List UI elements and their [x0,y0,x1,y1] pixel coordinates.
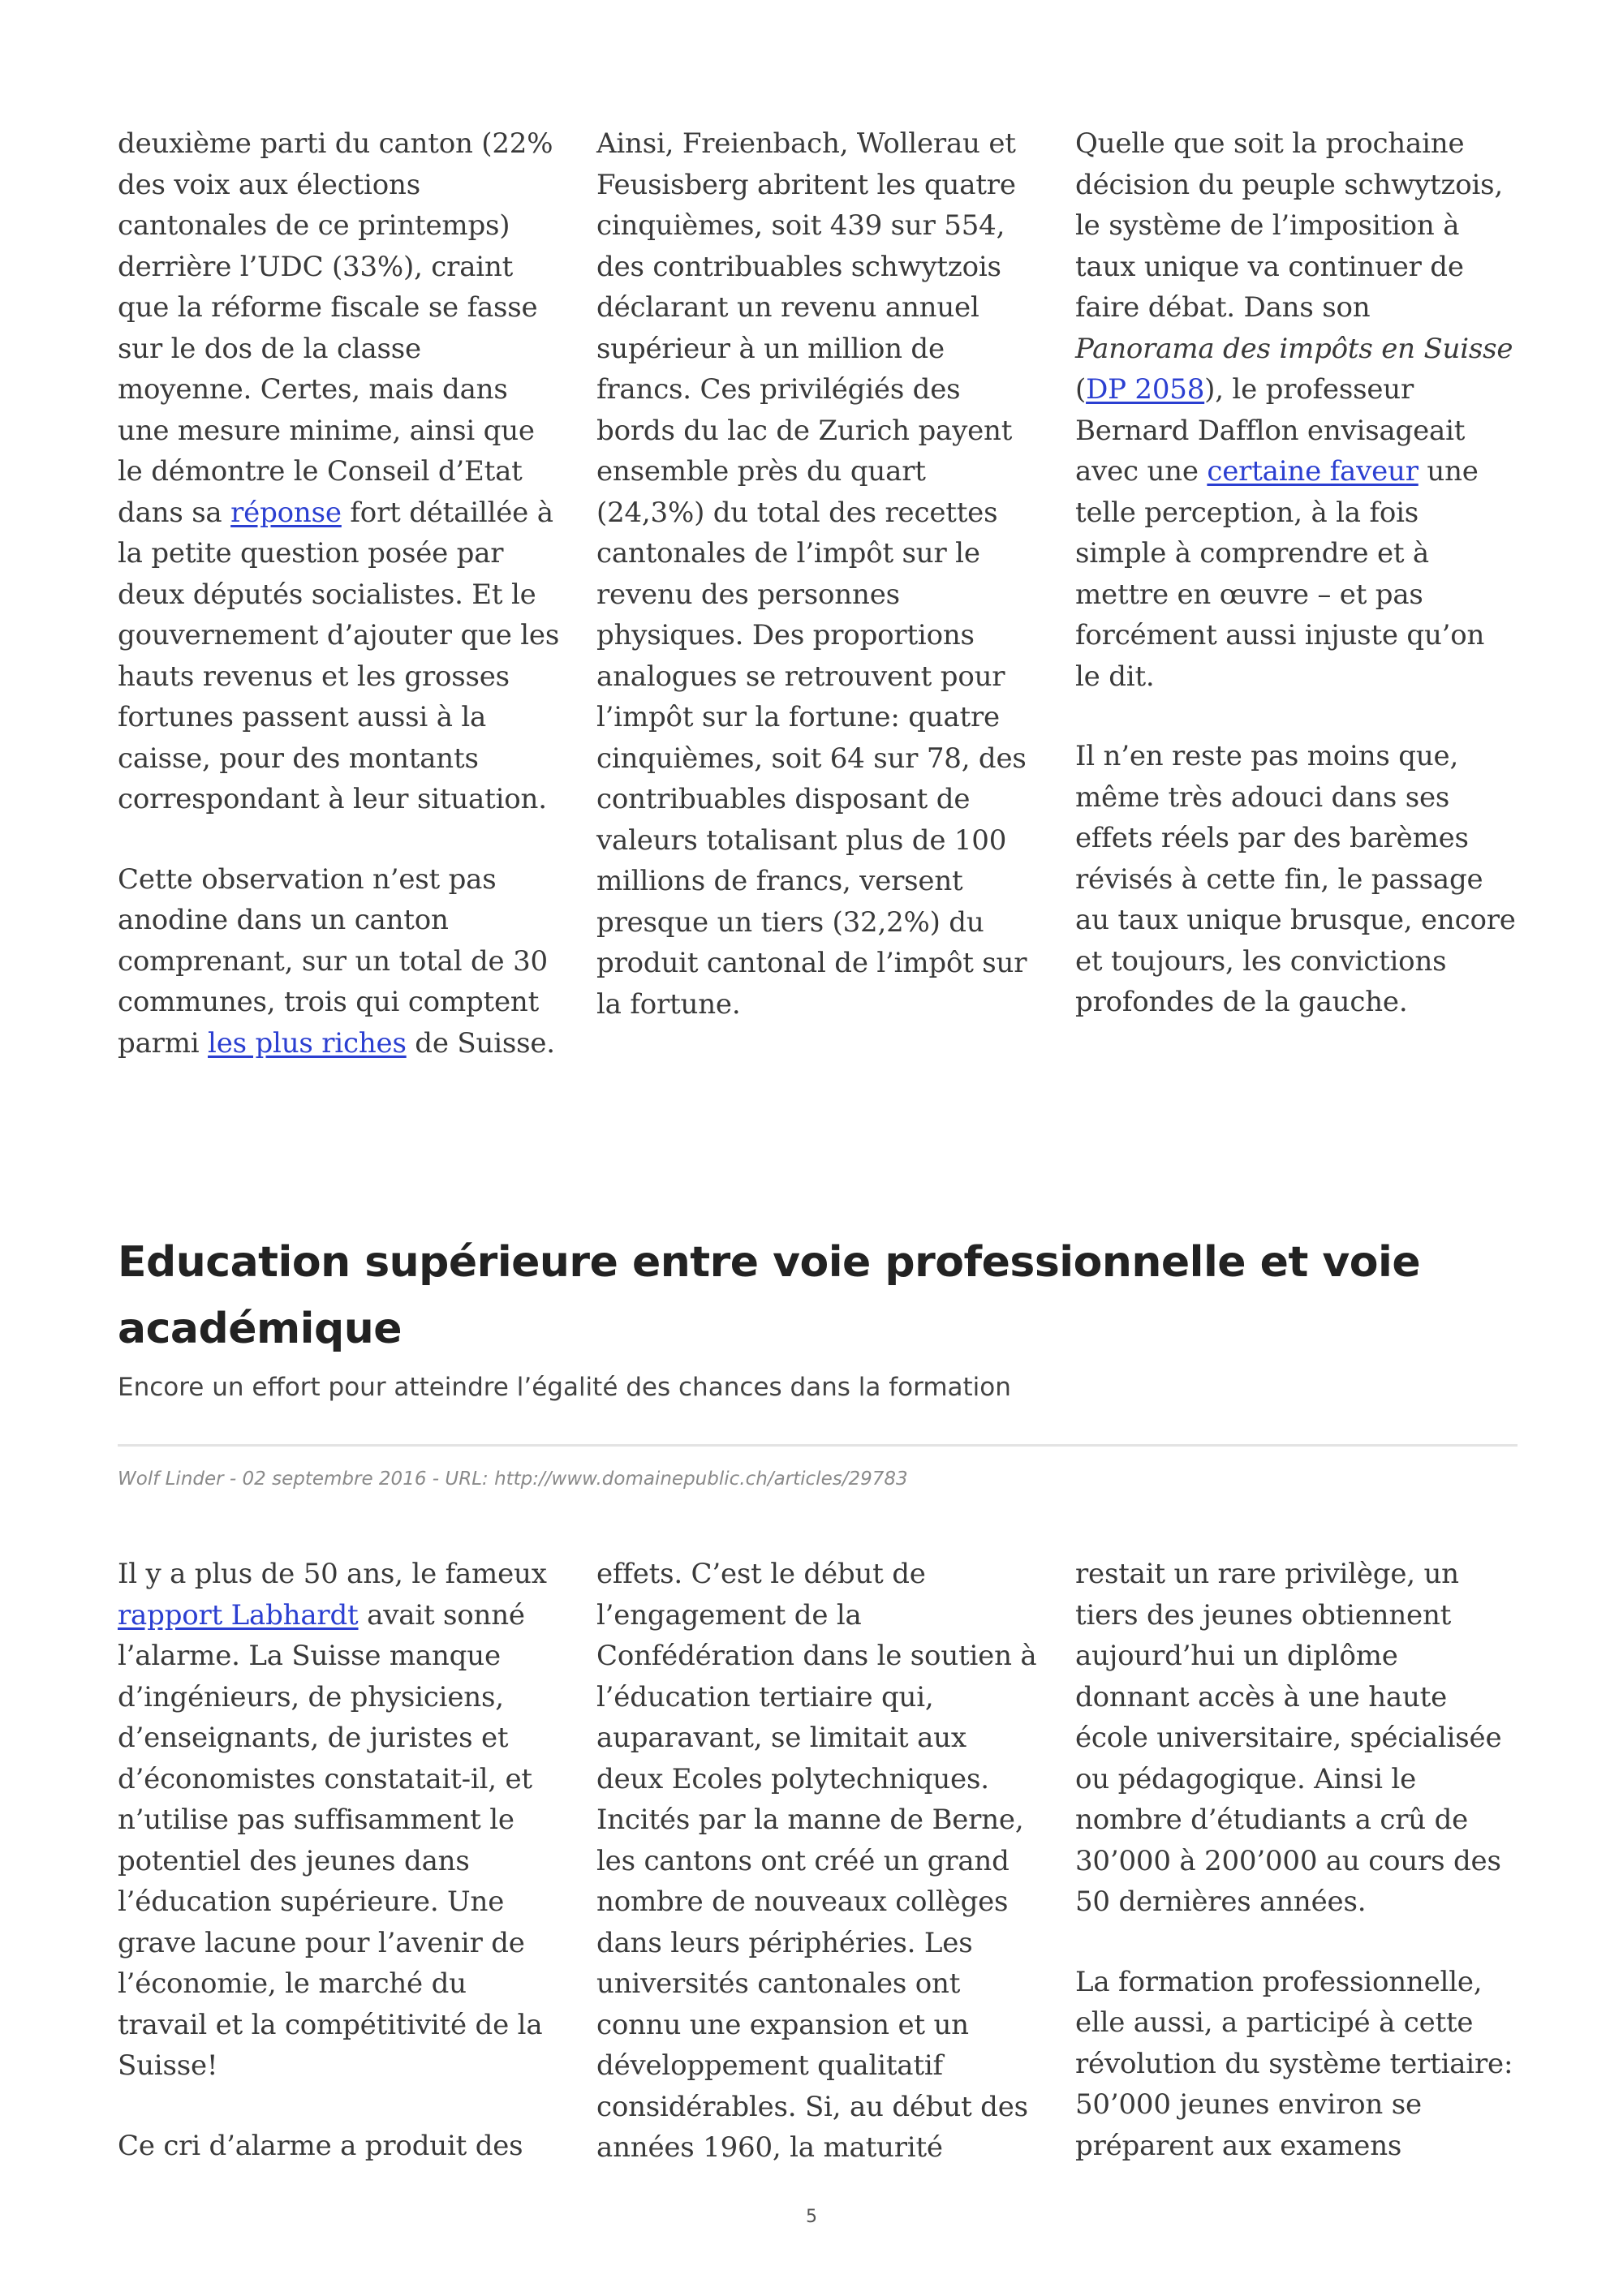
column-2 [596,123,1039,1064]
link-les-plus-riches[interactable]: les plus riches [208,1026,407,1060]
article-title: Education supérieure entre voie professionnelle et voie académique [118,1238,1421,1353]
paragraph: Quelle que soit la prochaine décision du peuple schwytzois, le système de l’imposition à taux unique va continuer de faire débat. Dans son Panorama des impôts en Suisse (DP 2058), le professeur Bernard Dafflon envisageait avec une certaine faveur une telle perception, à la fois simple à comprendre et à mettre en œuvre – et pas forcément aussi injuste qu’on le dit. [1075,127,1513,693]
article-continuation [118,123,1518,1064]
link-certaine-faveur[interactable]: certaine faveur [1207,455,1419,488]
column-1 [118,1554,560,2169]
paragraph: effets. C’est le début de l’engagement de la Confédération dans le soutien à l’éducation tertiaire qui, auparavant, se limitait aux deux Ecoles polytechniques. Incités par la manne de Berne, les cantons ont créé un grand nombre de nouveaux collèges dans leurs périphéries. Les universités cantonales ont connu une expansion et un développement qualitatif considérables. Si, au début des années 1960, la maturité [596,1558,1037,2164]
page-number: 5 [806,2207,817,2227]
header-divider [118,1444,1518,1447]
paragraph: Il n’en reste pas moins que, même très adouci dans ses effets réels par des barèmes révisés à cette fin, le passage au taux unique brusque, encore et toujours, les convictions profondes de la gauche. [1075,740,1516,1018]
book-title: Panorama des impôts en Suisse [1075,332,1513,365]
column-1 [118,123,560,1064]
paragraph: La formation professionnelle, elle aussi, a participé à cette révolution du système tertiaire: 50’000 jeunes environ se préparent aux examens [1075,1965,1513,2162]
column-3 [1075,123,1518,1064]
article-body [118,1554,1518,2169]
article-subtitle: Encore un effort pour atteindre l’égalité des chances dans la formation [118,1373,1011,1402]
link-reponse[interactable]: réponse [230,496,342,529]
paragraph: deuxième parti du canton (22% des voix aux élections cantonales de ce printemps) derrière l’UDC (33%), craint que la réforme fiscale se fasse sur le dos de la classe moyenne. Certes, mais dans une mesure minime, ainsi que le démontre le Conseil d’Etat dans sa réponse fort détaillée à la petite question posée par deux députés socialistes. Et le gouvernement d’ajouter que les hauts revenus et les grosses fortunes passent aussi à la caisse, pour des montants correspondant à leur situation. [118,127,560,815]
column-2 [596,1554,1039,2169]
paragraph: restait un rare privilège, un tiers des jeunes obtiennent aujourd’hui un diplôme donnant accès à une haute école universitaire, spécialisée ou pédagogique. Ainsi le nombre d’étudiants a crû de 30’000 à 200’000 au cours des 50 dernières années. [1075,1558,1502,1918]
paragraph: Ainsi, Freienbach, Wollerau et Feusisberg abritent les quatre cinquièmes, soit 439 sur 554, des contribuables schwytzois déclarant un revenu annuel supérieur à un million de francs. Ces privilégiés des bords du lac de Zurich payent ensemble près du quart (24,3%) du total des recettes cantonales de l’impôt sur le revenu des personnes physiques. Des proportions analogues se retrouvent pour l’impôt sur la fortune: quatre cinquièmes, soit 64 sur 78, des contribuables disposant de valeurs totalisant plus de 100 millions de francs, versent presque un tiers (32,2%) du produit cantonal de l’impôt sur la fortune. [596,127,1027,1021]
column-3 [1075,1554,1518,2169]
link-rapport-labhardt[interactable]: rapport Labhardt [118,1598,359,1632]
paragraph: Cette observation n’est pas anodine dans un canton comprenant, sur un total de 30 communes, trois qui comptent parmi les plus riches de Suisse. [118,862,555,1060]
article-meta: Wolf Linder - 02 septembre 2016 - URL: http://www.domainepublic.ch/articles/29783 [118,1468,908,1490]
paragraph: Ce cri d’alarme a produit des [118,2129,523,2162]
paragraph: Il y a plus de 50 ans, le fameux rapport Labhardt avait sonné l’alarme. La Suisse manque d’ingénieurs, de physiciens, d’enseignants, de juristes et d’économistes constatait-il, et n’utilise pas suffisamment le potentiel des jeunes dans l’éducation supérieure. Une grave lacune pour l’avenir de l’économie, le marché du travail et la compétitivité de la Suisse! [118,1558,547,2082]
link-dp-2058[interactable]: DP 2058 [1086,373,1205,406]
